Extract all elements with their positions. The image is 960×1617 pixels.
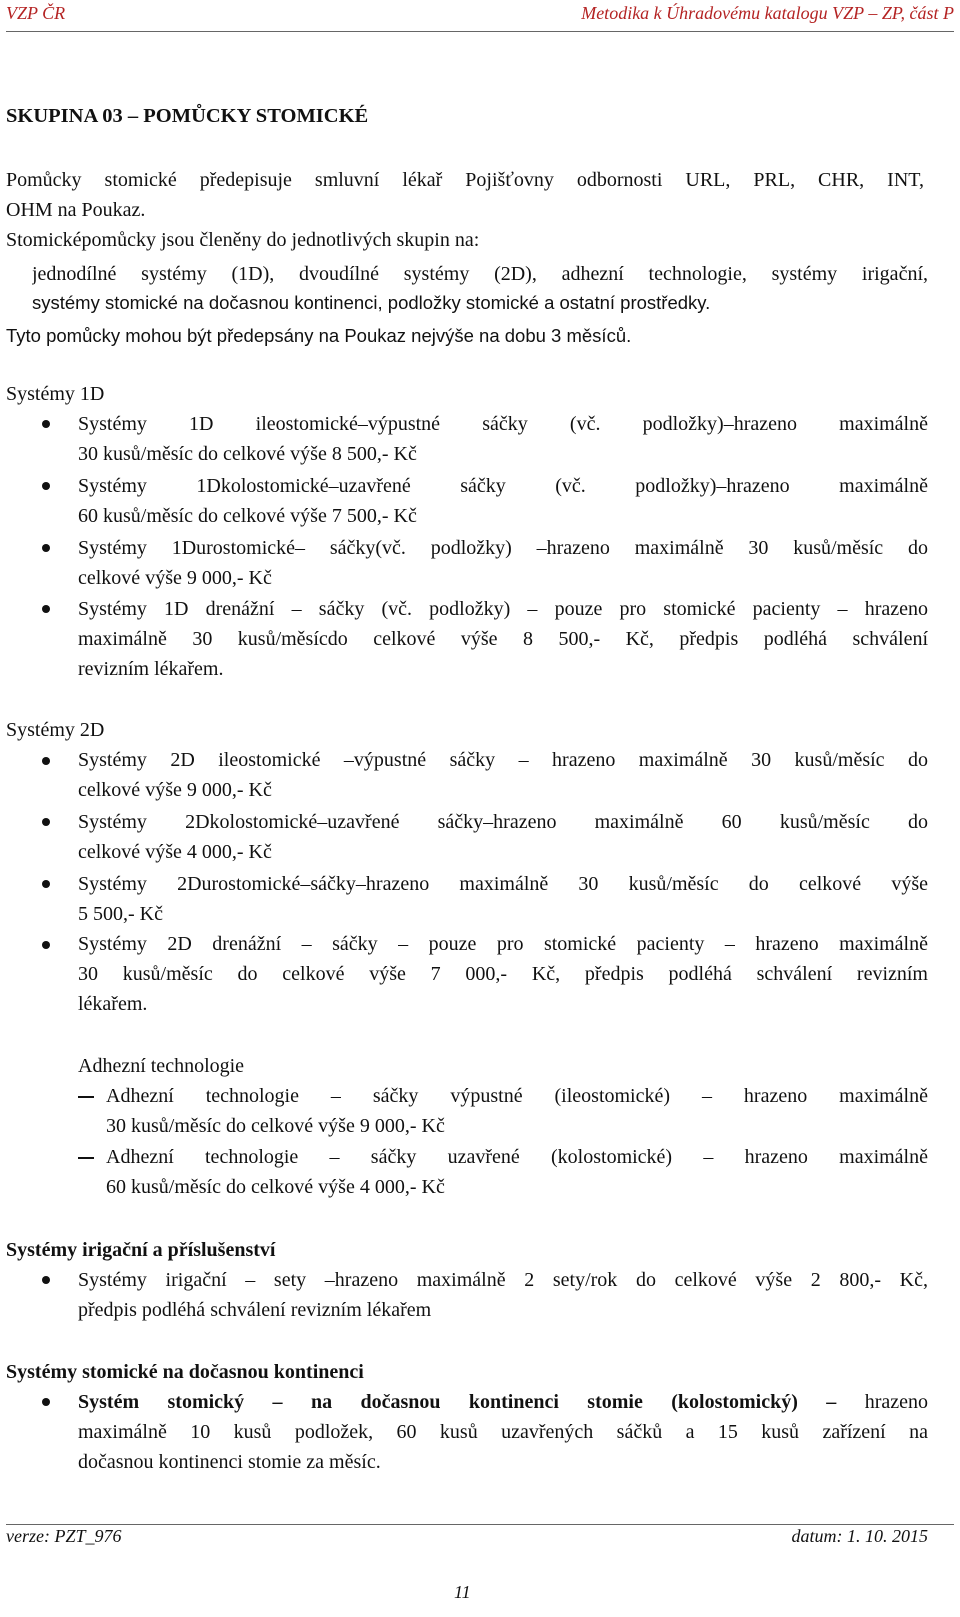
bullet-icon [42,420,50,428]
bullet-icon [42,818,50,826]
list-item-2d-2-cont: celkové výše 4 000,- Kč [78,841,272,863]
list-item-kont-1 [78,1388,928,1416]
section-heading-irrigation: Systémy irigační a příslušenství [6,1239,276,1261]
section-heading-adhesive: Adhezní technologie [78,1055,245,1077]
header-right: Metodika k Úhradovému katalogu VZP – ZP, část P [581,3,954,23]
section-heading-2d: Systémy 2D [6,719,105,741]
list-item-2d-3-cont: 5 500,- Kč [78,903,163,925]
list-item-1d-4-cont2: revizním lékařem. [78,658,224,680]
list-item-adh-1-cont: 30 kusů/měsíc do celkové výše 9 000,- Kč [106,1115,445,1137]
dash-icon [78,1096,94,1098]
list-item-1d-3-cont: celkové výše 9 000,- Kč [78,567,272,589]
footer-date: datum: 1. 10. 2015 [791,1526,928,1546]
intro-line-2: OHM na Poukaz. [6,199,146,221]
list-item-kont-1-cont2: dočasnou kontinenci stomie za měsíc. [78,1451,381,1473]
intro-line-4: jednodílné systémy (1D), dvoudílné systémy (2D), adhezní technologie, systémy irigační, [32,263,928,285]
list-item-1d-3: Systémy 1Durostomické– sáčky(vč. podložky) –hrazeno maximálně 30 kusů/měsíc do [78,537,928,559]
list-item-1d-4: Systémy 1D drenážní – sáčky (vč. podložky) – pouze pro stomické pacienty – hrazeno [78,598,928,620]
list-item-adh-1: Adhezní technologie – sáčky výpustné (ileostomické) – hrazeno maximálně [106,1085,928,1107]
intro-line-6: Tyto pomůcky mohou být předepsány na Poukaz nejvýše na dobu 3 měsíců. [6,325,632,346]
list-item-irig-1-cont: předpis podléhá schválení revizním lékařem [78,1299,432,1321]
page-header [6,3,954,32]
list-item-kont-1-bold: Systém stomický – na dočasnou kontinenci stomie (kolostomický) – [78,1391,837,1413]
section-heading-1d: Systémy 1D [6,383,105,405]
page-title: SKUPINA 03 – POMŮCKY STOMICKÉ [6,105,369,127]
header-left: VZP ČR [6,3,66,23]
list-item-1d-2: Systémy 1Dkolostomické–uzavřené sáčky (vč. podložky)–hrazeno maximálně [78,475,928,497]
list-item-2d-2: Systémy 2Dkolostomické–uzavřené sáčky–hrazeno maximálně 60 kusů/měsíc do [78,811,928,833]
bullet-icon [42,757,50,765]
list-item-1d-2-cont: 60 kusů/měsíc do celkové výše 7 500,- Kč [78,505,417,527]
intro-line-5: systémy stomické na dočasnou kontinenci, podložky stomické a ostatní prostředky. [32,292,711,313]
page-number: 11 [454,1582,471,1602]
bullet-icon [42,1276,50,1284]
intro-line-3: Stomicképomůcky jsou členěny do jednotlivých skupin na: [6,229,480,251]
list-item-adh-2: Adhezní technologie – sáčky uzavřené (kolostomické) – hrazeno maximálně [106,1146,928,1168]
list-item-2d-4: Systémy 2D drenážní – sáčky – pouze pro stomické pacienty – hrazeno maximálně [78,933,928,955]
list-item-kont-1-rest: hrazeno [864,1391,928,1413]
bullet-icon [42,544,50,552]
list-item-irig-1: Systémy irigační – sety –hrazeno maximálně 2 sety/rok do celkové výše 2 800,- Kč, [78,1269,928,1291]
dash-icon [78,1157,94,1159]
list-item-kont-1-cont: maximálně 10 kusů podložek, 60 kusů uzavřených sáčků a 15 kusů zařízení na [78,1421,928,1443]
list-item-2d-4-cont: 30 kusů/měsíc do celkové výše 7 000,- Kč, předpis podléhá schválení revizním [78,963,928,985]
bullet-icon [42,880,50,888]
bullet-icon [42,605,50,613]
list-item-1d-1-cont: 30 kusů/měsíc do celkové výše 8 500,- Kč [78,443,417,465]
list-item-2d-1-cont: celkové výše 9 000,- Kč [78,779,272,801]
list-item-2d-1: Systémy 2D ileostomické –výpustné sáčky – hrazeno maximálně 30 kusů/měsíc do [78,749,928,771]
list-item-adh-2-cont: 60 kusů/měsíc do celkové výše 4 000,- Kč [106,1176,445,1198]
list-item-1d-1: Systémy 1D ileostomické–výpustné sáčky (vč. podložky)–hrazeno maximálně [78,413,928,435]
intro-line-1: Pomůcky stomické předepisuje smluvní lékař Pojišťovny odbornosti URL, PRL, CHR, INT, [6,169,924,191]
list-item-2d-3: Systémy 2Durostomické–sáčky–hrazeno maximálně 30 kusů/měsíc do celkové výše [78,873,928,895]
list-item-1d-4-cont: maximálně 30 kusů/měsícdo celkové výše 8 500,- Kč, předpis podléhá schválení [78,628,928,650]
bullet-icon [42,482,50,490]
section-heading-continence: Systémy stomické na dočasnou kontinenci [6,1361,364,1383]
bullet-icon [42,941,50,949]
footer-version: verze: PZT_976 [6,1526,122,1546]
bullet-icon [42,1398,50,1406]
list-item-2d-4-cont2: lékařem. [78,993,148,1015]
